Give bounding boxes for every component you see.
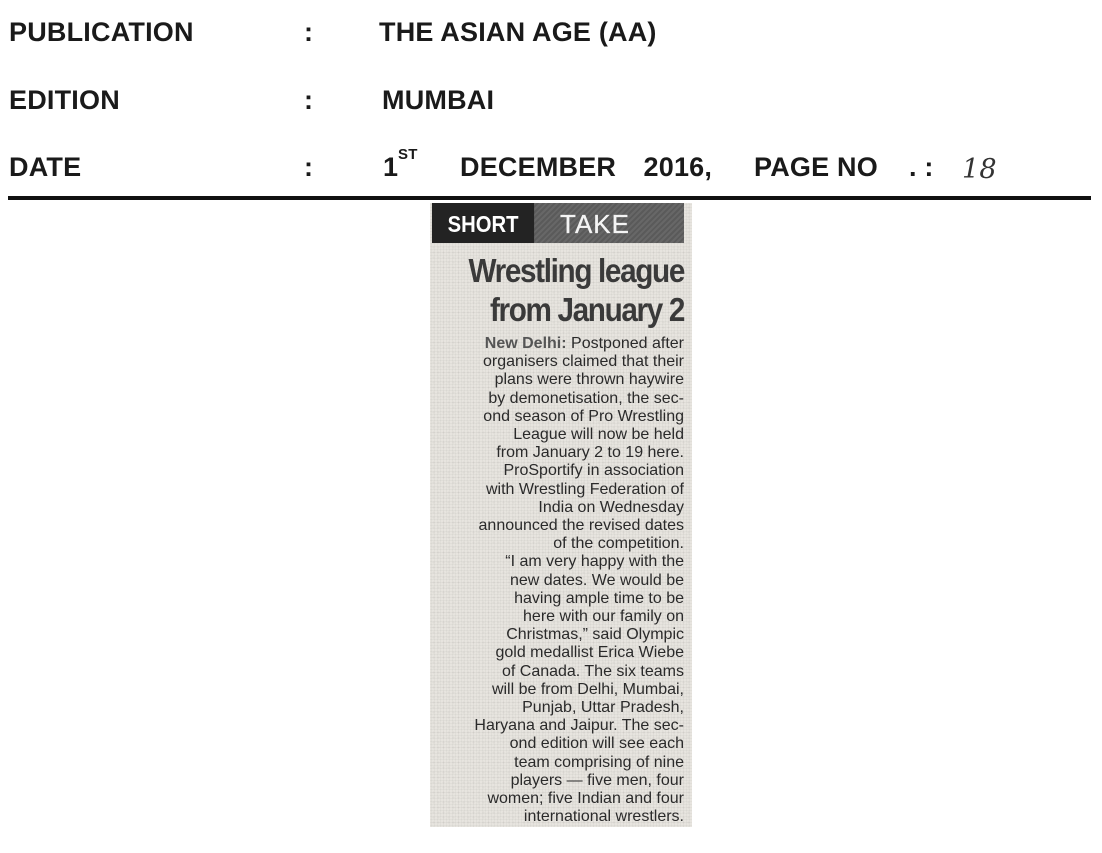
body-line: players — five men, four: [510, 771, 684, 789]
body-line: from January 2 to 19 here.: [496, 444, 684, 462]
date-day: 1: [383, 152, 399, 182]
page-number-label: PAGE NO: [754, 152, 878, 182]
date-colon: :: [304, 152, 314, 182]
body-line: [434, 335, 684, 353]
date-row: [0, 146, 1102, 192]
body-line: “I am very happy with the: [505, 553, 684, 571]
page-number-handwritten: 18: [962, 154, 997, 185]
newspaper-clipping: [430, 203, 692, 827]
publication-label: PUBLICATION: [9, 17, 194, 47]
body-line: plans were thrown haywire: [494, 371, 684, 389]
section-kicker: [432, 203, 684, 243]
date-label: DATE: [9, 152, 82, 182]
edition-label: EDITION: [9, 85, 120, 115]
header-divider: [8, 196, 1091, 200]
body-line: of the competition.: [553, 535, 684, 553]
body-line: by demonetisation, the sec-: [488, 389, 684, 407]
publication-value: THE ASIAN AGE (AA): [379, 17, 657, 47]
body-line: international wrestlers.: [523, 808, 684, 826]
body-line: Punjab, Uttar Pradesh,: [522, 699, 684, 717]
body-line: Haryana and Jaipur. The sec-: [474, 717, 684, 735]
body-line: League will now be held: [513, 426, 684, 444]
publication-row: [0, 17, 1102, 57]
body-line: India on Wednesday: [538, 498, 684, 516]
page-number-colon: . :: [909, 152, 934, 182]
body-line: women; five Indian and four: [487, 790, 684, 808]
edition-row: [0, 85, 1102, 125]
body-line-text: Postponed after: [571, 335, 684, 352]
body-line: ond season of Pro Wrestling: [483, 407, 684, 425]
body-line: announced the revised dates: [478, 517, 684, 535]
date-month-year: DECEMBER 2016,: [460, 152, 713, 182]
kicker-take-label: TAKE: [560, 209, 630, 239]
body-line: gold medallist Erica Wiebe: [495, 644, 684, 662]
publication-colon: :: [304, 17, 314, 47]
date-ordinal-suffix: ST: [398, 146, 418, 163]
body-line: organisers claimed that their: [483, 353, 684, 371]
body-line: Christmas,” said Olympic: [506, 626, 684, 644]
body-line: team comprising of nine: [514, 753, 684, 771]
body-line: new dates. We would be: [509, 571, 684, 589]
body-line: here with our family on: [523, 608, 684, 626]
kicker-short-label: SHORT: [432, 203, 534, 243]
body-line: with Wrestling Federation of: [485, 480, 684, 498]
edition-value: MUMBAI: [382, 85, 495, 115]
article-headline: [430, 251, 684, 329]
headline-line-2: from January 2: [489, 291, 684, 328]
body-line: ProSportify in association: [503, 462, 684, 480]
body-line: having ample time to be: [514, 589, 684, 607]
body-line: of Canada. The six teams: [501, 662, 684, 680]
body-line: ond edition will see each: [509, 735, 684, 753]
edition-colon: :: [304, 85, 314, 115]
article-body: [434, 335, 684, 826]
article-dateline: New Delhi:: [484, 335, 567, 352]
body-line: will be from Delhi, Mumbai,: [491, 680, 684, 698]
headline-line-1: Wrestling league: [468, 252, 684, 289]
